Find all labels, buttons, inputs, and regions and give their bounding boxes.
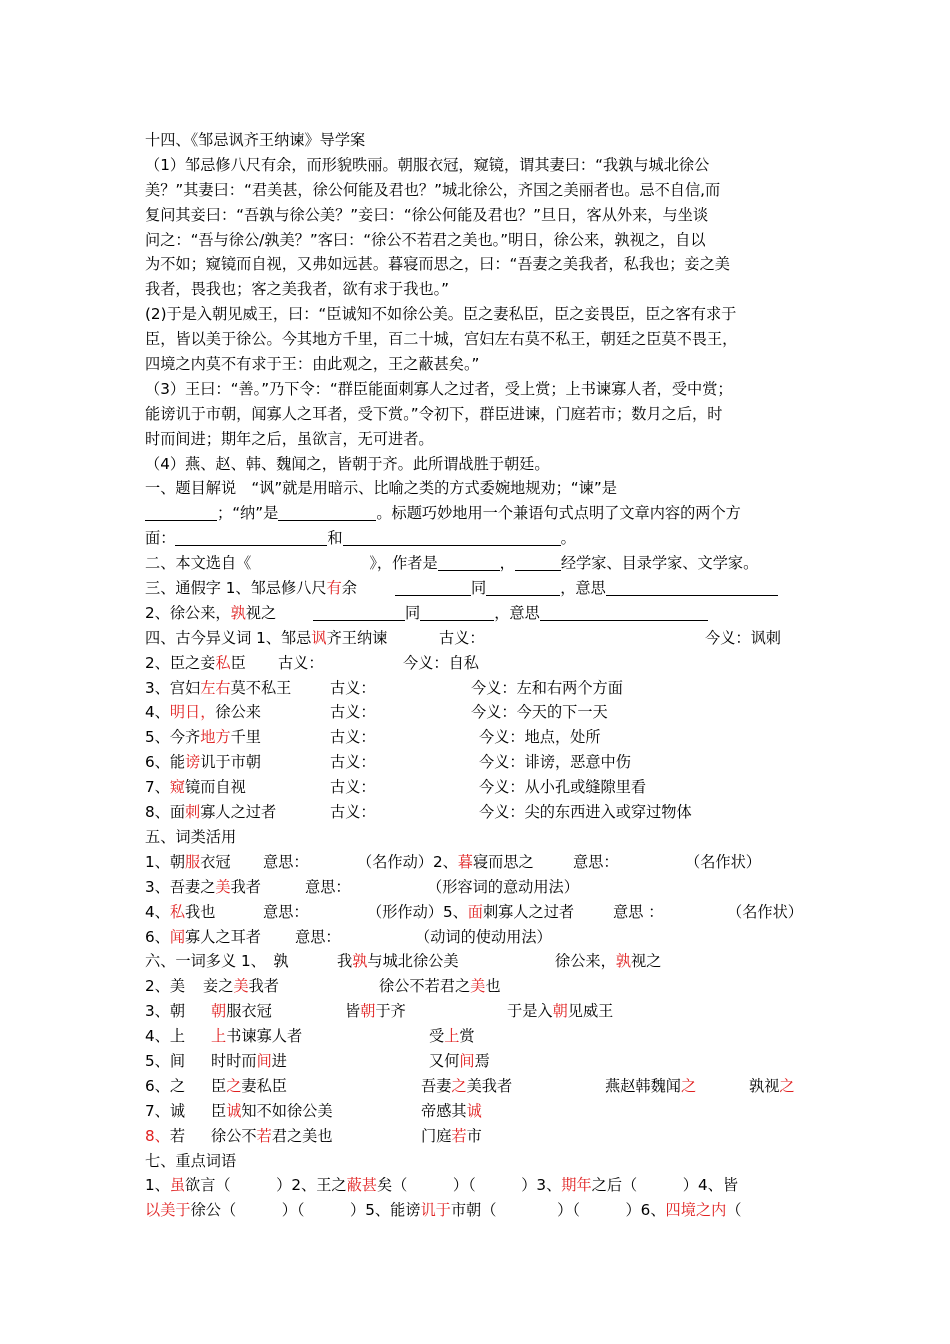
section-2: 二、本文选自《 》，作者是 ， 经学家、目录学家、文学家。: [145, 554, 759, 573]
section-7-head: 七、重点词语: [145, 1151, 237, 1170]
passage-line: 臣，皆以美于徐公。今其地方千里，百二十城，宫妇左右莫不私王，朝廷之臣莫不畏王，: [145, 330, 738, 349]
cilei-line: 6、闻寡人之耳者 意思： （动词的使动用法）: [145, 927, 552, 946]
passage-line: 问之：“吾与徐公/孰美？”客曰：“徐公不若君之美也。”明日，徐公来，孰视之，自以: [145, 230, 706, 249]
blank-era[interactable]: [515, 554, 561, 571]
passage-line: 为不如；窥镜而自视，又弗如远甚。暮寝而思之，曰：“吾妻之美我者，私我也；妾之美: [145, 255, 730, 274]
passage-line: （4）燕、赵、韩、魏闻之，皆朝于齐。此所谓战胜于朝廷。: [145, 454, 550, 473]
cilei-line: 3、吾妻之美我者 意思： （形容词的意动用法）: [145, 877, 579, 896]
section-3-line-2: 2、徐公来，孰视之 同 ，意思: [145, 601, 813, 626]
duoyi-line: 6、之 臣之妻私臣 吾妻之美我者 燕赵韩魏闻之 孰视之: [145, 1076, 795, 1095]
duoyi-line: 3、朝 朝服衣冠 皆朝于齐 于是入朝见威王: [145, 1002, 614, 1021]
blank-tongjia-1-meaning[interactable]: [606, 579, 778, 596]
blank-jian-meaning[interactable]: [145, 504, 217, 521]
cilei-line: 4、私我也 意思： （形作动）5、面刺寡人之过者 意思 ： （名作状）: [145, 902, 803, 921]
gujin-item: 8、面刺寡人之过者 古义： 今义：尖的东西进入或穿过物体: [145, 803, 692, 822]
gujin-item: 3、宫妇左右莫不私王 古义： 今义：左和右两个方面: [145, 678, 623, 697]
section-1-line-3: 面： 和 。: [145, 529, 576, 548]
passage-line: 时而间进；期年之后，虽欲言，无可进者。: [145, 429, 434, 448]
document-body: [145, 128, 813, 1223]
duoyi-line: 4、上 上书谏寡人者 受上赏: [145, 1027, 475, 1046]
blank-author[interactable]: [438, 554, 500, 571]
duoyi-line: 8、若 徐公不若君之美也 门庭若市: [145, 1126, 482, 1145]
gujin-item: 6、能谤讥于市朝 古义： 今义：诽谤，恶意中伤: [145, 753, 631, 772]
passage-line: (2)于是入朝见威王，曰：“臣诚知不如徐公美。臣之妻私臣，臣之妾畏臣，臣之客有求于: [145, 305, 737, 324]
blank-tongjia-2[interactable]: [313, 604, 405, 621]
passage-line: 四境之内莫不有求于王：由此观之，王之蔽甚矣。”: [145, 355, 480, 374]
section-1-line-2: ；“纳”是 。标题巧妙地用一个兼语句式点明了文章内容的两个方: [145, 501, 813, 526]
section-3-line-1: 三、通假字 1、邹忌修八尺有余 同 ，意思: [145, 576, 813, 601]
zhongdian-line-2: 以美于徐公（ ）（ ）5、能谤讥于市朝（ ）（ ）6、四境之内（: [145, 1201, 742, 1220]
doc-title: 十四、《邹忌讽齐王纳谏》导学案: [145, 131, 366, 149]
passage-line: 我者，畏我也；客之美我者，欲有求于我也。”: [145, 280, 450, 299]
cilei-line: 1、朝服衣冠 意思： （名作动）2、暮寝而思之 意思： （名作状）: [145, 852, 761, 871]
section-4-head: 四、古今异义词 1、邹忌讽齐王纳谏 古义： 今义：讽刺: [145, 628, 781, 647]
blank-tongjia-1[interactable]: [395, 579, 471, 596]
blank-na-meaning[interactable]: [278, 504, 376, 521]
gujin-item: 5、今齐地方千里 古义： 今义：地点，处所: [145, 728, 601, 747]
passage-line: 美？”其妻曰：“君美甚，徐公何能及君也？”城北徐公，齐国之美丽者也。忌不自信,而: [145, 180, 721, 199]
blank-tongjia-1b[interactable]: [486, 579, 560, 596]
blank-tongjia-2b[interactable]: [420, 604, 494, 621]
duoyi-line: 7、诚 臣诚知不如徐公美 帝感其诚: [145, 1101, 482, 1120]
passage-line: 复问其妾曰：“吾孰与徐公美？”妾曰：“徐公何能及君也？”旦日，客从外来，与坐谈: [145, 205, 709, 224]
gujin-item: 7、窥镜而自视 古义： 今义：从小孔或缝隙里看: [145, 778, 647, 797]
blank-content-2[interactable]: [343, 529, 561, 546]
blank-tongjia-2-meaning[interactable]: [540, 604, 708, 621]
passage-line: 能谤讥于市朝，闻寡人之耳者，受下赏。”令初下，群臣进谏，门庭若市；数月之后，时: [145, 404, 723, 423]
gujin-item: 4、明日，徐公来 古义： 今义：今天的下一天: [145, 703, 608, 722]
duoyi-line: 2、美 妾之美我者 徐公不若君之美也: [145, 977, 501, 996]
zhongdian-line-1: 1、虽欲言（ ）2、王之蔽甚矣（ ）（ ）3、期年之后（ ）4、皆: [145, 1176, 739, 1195]
section-1-line-1: 一、题目解说 “讽”就是用暗示、比喻之类的方式委婉地规劝；“谏”是: [145, 479, 617, 498]
passage-line: （1）邹忌修八尺有余，而形貌昳丽。朝服衣冠，窥镜，谓其妻曰：“我孰与城北徐公: [145, 155, 710, 174]
gujin-item: 2、臣之妾私臣 古义： 今义：自私: [145, 653, 479, 672]
section-5-head: 五、词类活用: [145, 827, 237, 846]
blank-content-1[interactable]: [175, 529, 327, 546]
duoyi-line: 六、一词多义 1、 孰 我孰与城北徐公美 徐公来，孰视之: [145, 952, 662, 971]
duoyi-line: 5、间 时时而间进 又何间焉: [145, 1051, 490, 1070]
passage-line: （3）王曰：“善。”乃下令：“群臣能面刺寡人之过者，受上赏；上书谏寡人者，受中赏；: [145, 379, 733, 398]
